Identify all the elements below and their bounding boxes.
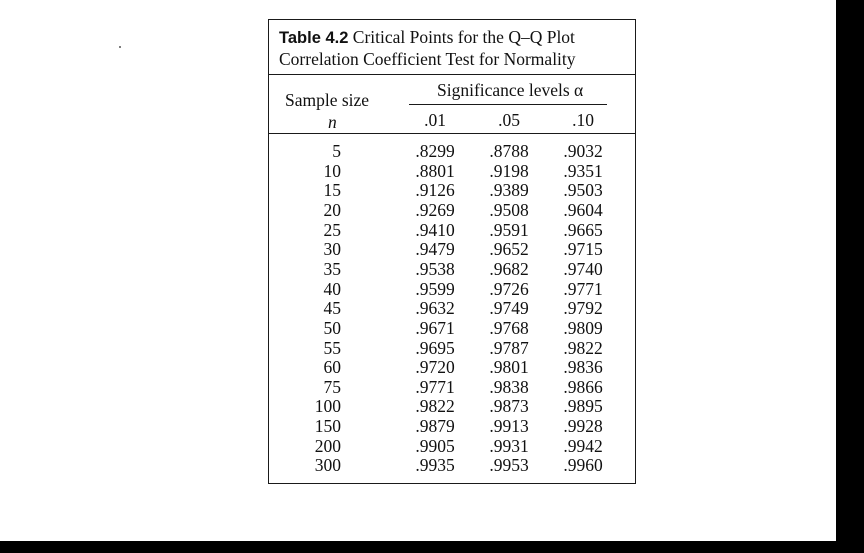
table-caption [279, 27, 629, 70]
level-header-05: .05 [498, 110, 520, 130]
critical-value-cell: .9768 [489, 317, 529, 338]
critical-value-cell: .9822 [563, 337, 603, 358]
critical-value-cell: .9671 [415, 317, 455, 338]
table-row [269, 396, 635, 416]
critical-value-cell: .9695 [415, 337, 455, 358]
sample-size-cell: 60 [323, 357, 341, 378]
table-row [269, 318, 635, 338]
significance-underline [409, 104, 607, 105]
critical-value-cell: .9508 [489, 199, 529, 220]
critical-value-cell: .9591 [489, 219, 529, 240]
table-row [269, 455, 635, 475]
critical-value-cell: .9198 [489, 160, 529, 181]
sample-size-cell: 150 [314, 416, 341, 437]
table-row [269, 220, 635, 240]
critical-value-cell: .9740 [563, 258, 603, 279]
critical-value-cell: .9389 [489, 180, 529, 201]
table-row [269, 180, 635, 200]
sample-size-cell: 25 [323, 219, 341, 240]
critical-points-table [268, 19, 636, 484]
sample-size-cell: 5 [332, 141, 341, 161]
critical-value-cell: .9632 [415, 298, 455, 319]
critical-value-cell: .9928 [563, 416, 603, 437]
critical-value-cell: .9931 [489, 435, 529, 456]
critical-value-cell: .9715 [563, 239, 603, 260]
table-row [269, 141, 635, 161]
level-header-01: .01 [424, 110, 446, 130]
critical-value-cell: .9935 [415, 455, 455, 476]
sample-size-cell: 75 [323, 376, 341, 397]
critical-value-cell: .9953 [489, 455, 529, 476]
critical-value-cell: .9351 [563, 160, 603, 181]
table-row [269, 436, 635, 456]
critical-value-cell: .8299 [415, 141, 455, 161]
critical-value-cell: .9879 [415, 416, 455, 437]
critical-value-cell: .9838 [489, 376, 529, 397]
table-row [269, 200, 635, 220]
critical-value-cell: .9682 [489, 258, 529, 279]
critical-value-cell: .9836 [563, 357, 603, 378]
caption-rule [269, 74, 635, 75]
header-rule [269, 133, 635, 134]
sample-size-cell: 10 [323, 160, 341, 181]
table-row [269, 338, 635, 358]
critical-value-cell: .9895 [563, 396, 603, 417]
critical-value-cell: .9866 [563, 376, 603, 397]
critical-value-cell: .9787 [489, 337, 529, 358]
critical-value-cell: .9771 [415, 376, 455, 397]
critical-value-cell: .9665 [563, 219, 603, 240]
table-title-line2: Correlation Coefficient Test for Normality [279, 49, 576, 69]
sample-size-cell: 300 [314, 455, 341, 476]
table-row [269, 279, 635, 299]
critical-value-cell: .9749 [489, 298, 529, 319]
header-significance [437, 80, 583, 100]
sample-size-cell: 30 [323, 239, 341, 260]
table-title-line1: Critical Points for the Q–Q Plot [352, 27, 575, 47]
critical-value-cell: .9032 [563, 141, 603, 161]
critical-value-cell: .9720 [415, 357, 455, 378]
critical-value-cell: .9822 [415, 396, 455, 417]
critical-value-cell: .9801 [489, 357, 529, 378]
sample-size-cell: 100 [314, 396, 341, 417]
critical-value-cell: .9905 [415, 435, 455, 456]
sample-size-cell: 40 [323, 278, 341, 299]
sample-size-cell: 50 [323, 317, 341, 338]
critical-value-cell: .9942 [563, 435, 603, 456]
header-sample-n: n [328, 112, 337, 132]
table-row [269, 357, 635, 377]
critical-value-cell: .9410 [415, 219, 455, 240]
sample-size-cell: 200 [314, 435, 341, 456]
critical-value-cell: .9771 [563, 278, 603, 299]
table-row [269, 259, 635, 279]
table-row [269, 377, 635, 397]
critical-value-cell: .9269 [415, 199, 455, 220]
critical-value-cell: .8801 [415, 160, 455, 181]
critical-value-cell: .9726 [489, 278, 529, 299]
table-label: Table 4.2 [279, 29, 349, 47]
header-significance-text: Significance levels α [437, 80, 584, 100]
critical-value-cell: .9960 [563, 455, 603, 476]
critical-value-cell: .8788 [489, 141, 529, 161]
critical-value-cell: .9126 [415, 180, 455, 201]
sample-size-cell: 35 [323, 258, 341, 279]
critical-value-cell: .9604 [563, 199, 603, 220]
scan-speck [119, 46, 121, 48]
table-row [269, 298, 635, 318]
critical-value-cell: .9652 [489, 239, 529, 260]
table-row [269, 161, 635, 181]
critical-value-cell: .9538 [415, 258, 455, 279]
critical-value-cell: .9479 [415, 239, 455, 260]
critical-value-cell: .9792 [563, 298, 603, 319]
critical-value-cell: .9503 [563, 180, 603, 201]
header-sample-size: Sample size [285, 90, 370, 110]
critical-value-cell: .9809 [563, 317, 603, 338]
table-row [269, 416, 635, 436]
sample-size-cell: 20 [323, 199, 341, 220]
critical-value-cell: .9873 [489, 396, 529, 417]
sample-size-cell: 55 [323, 337, 341, 358]
critical-value-cell: .9913 [489, 416, 529, 437]
critical-value-cell: .9599 [415, 278, 455, 299]
sample-size-cell: 15 [323, 180, 341, 201]
level-header-10: .10 [572, 110, 594, 130]
table-row [269, 239, 635, 259]
sample-size-cell: 45 [323, 298, 341, 319]
